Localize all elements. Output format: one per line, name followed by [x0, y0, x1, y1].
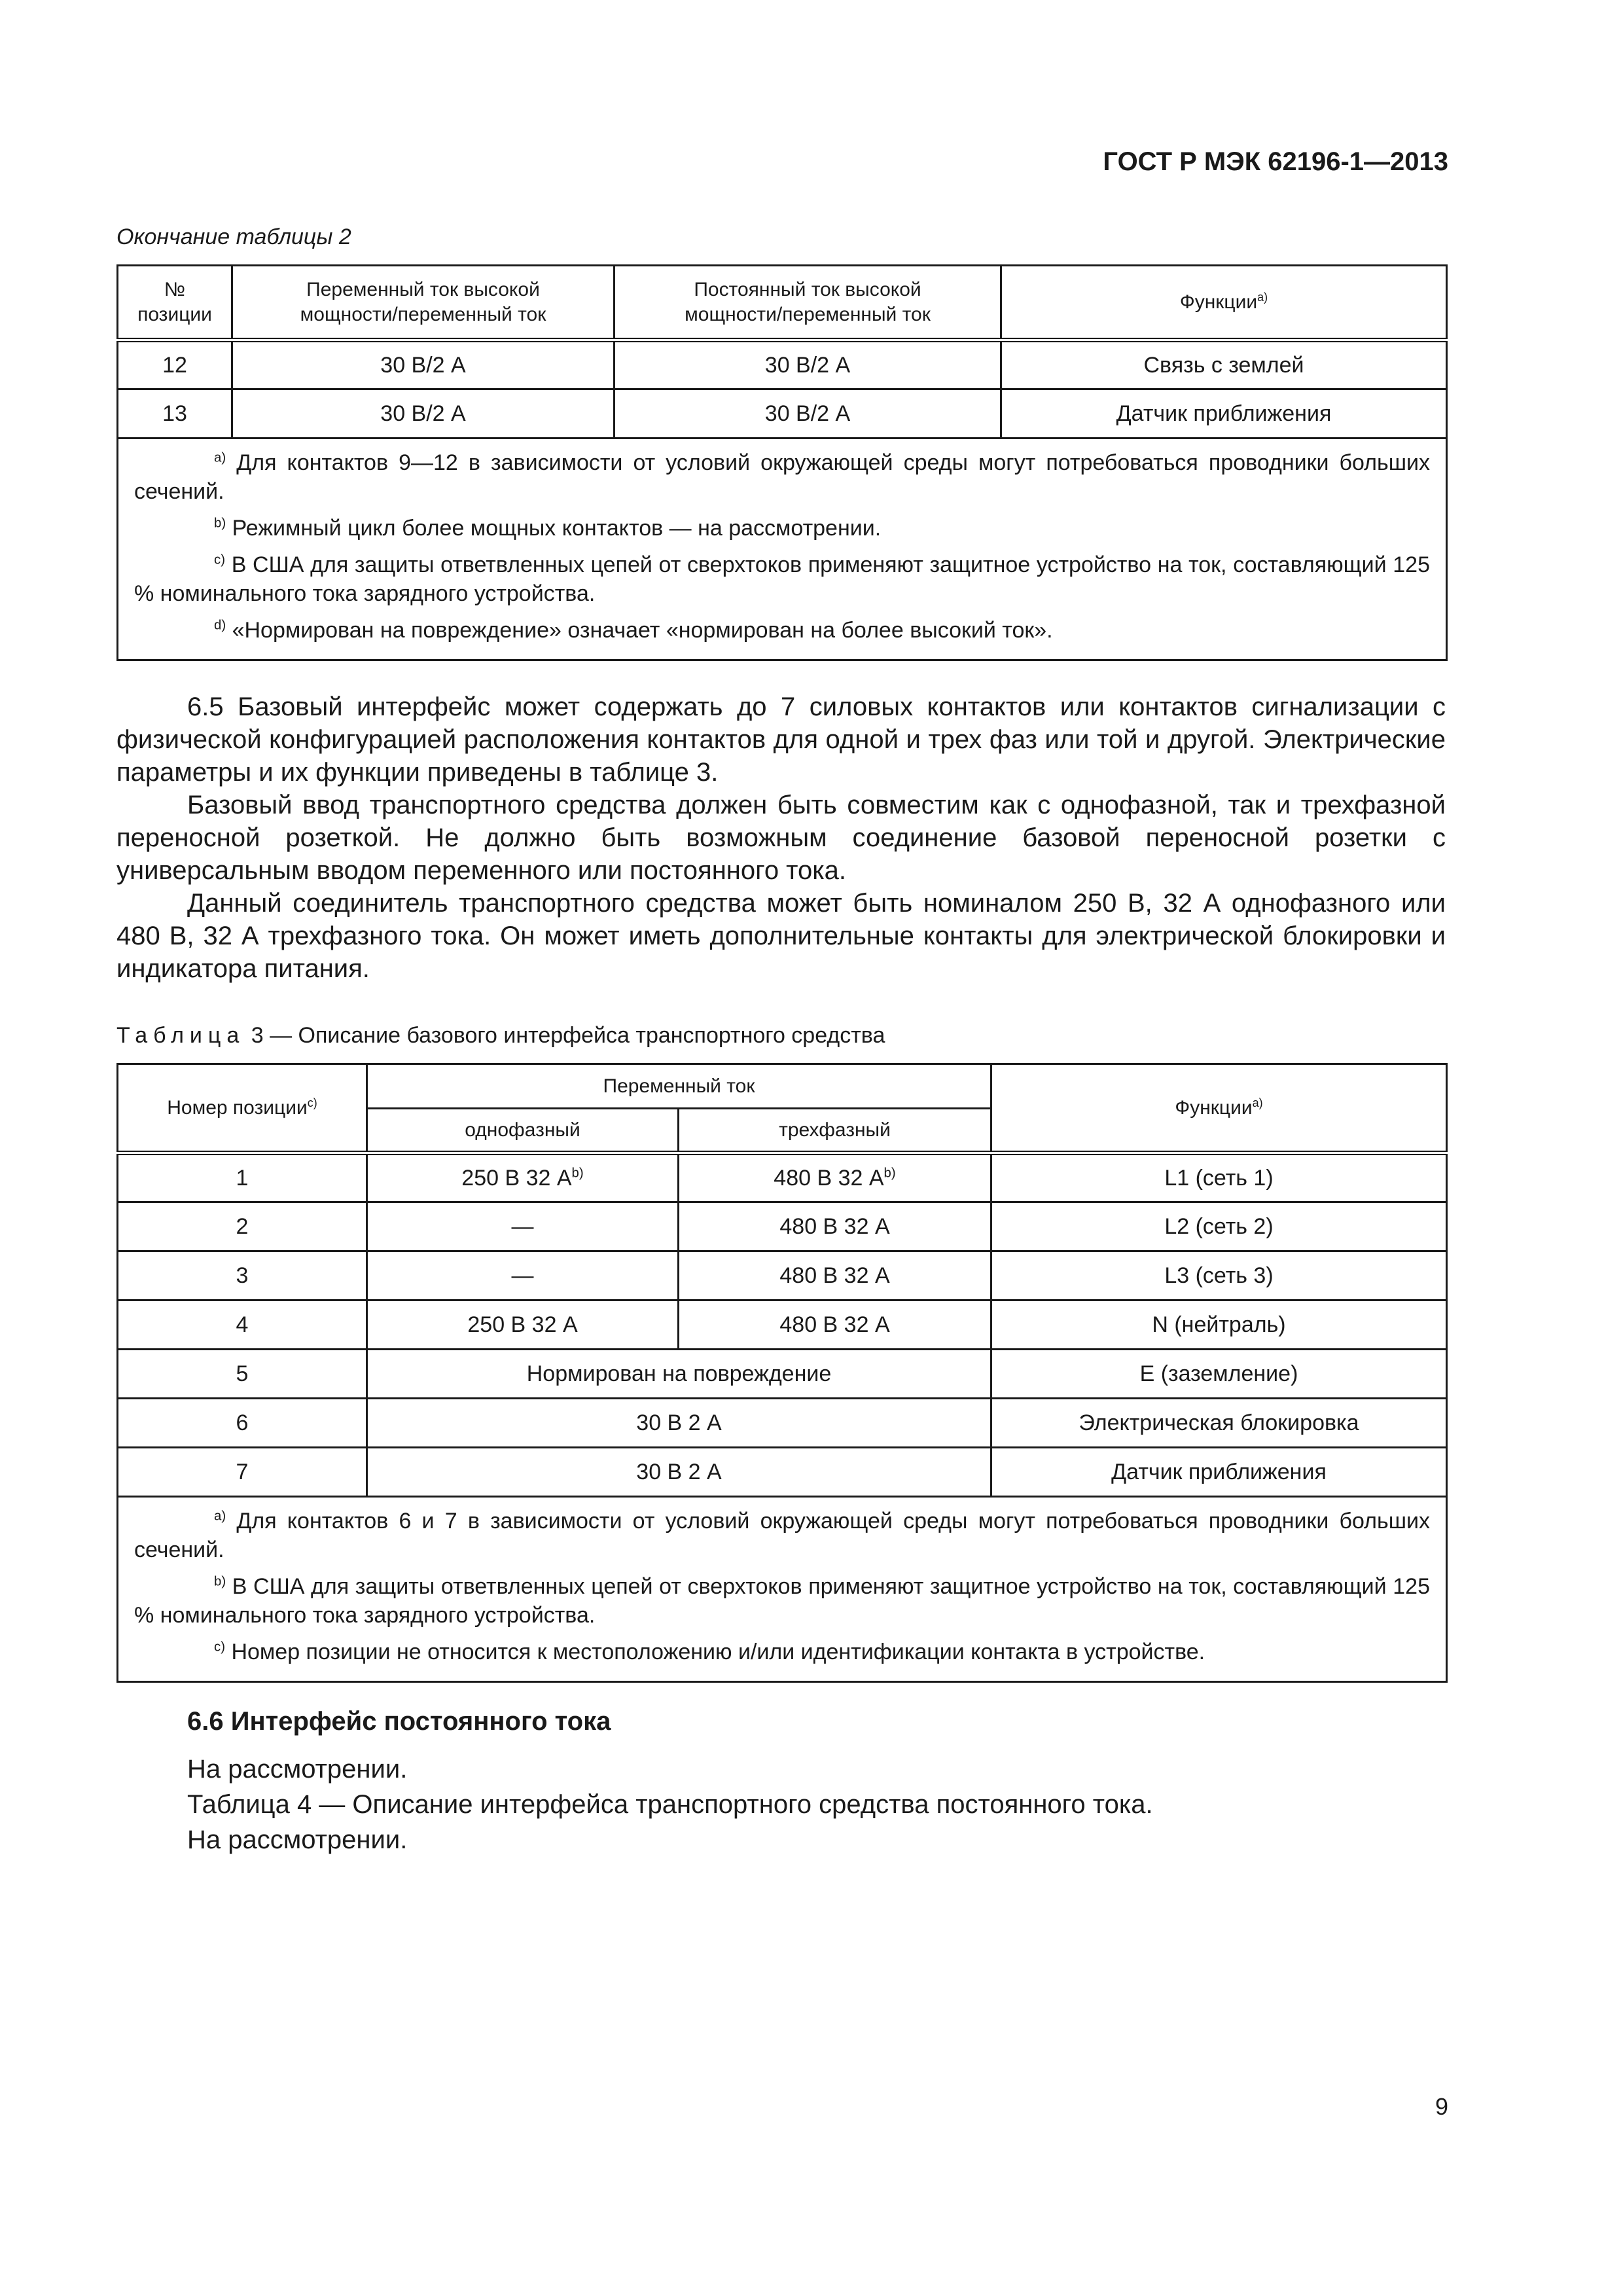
- table-row: [118, 1153, 1447, 1202]
- paragraph: 6.5 Базовый интерфейс может содержать до 7 силовых контактов или контактов сигнализации с физической конфигурацией расположения контактов для одной и трех фаз или той и другой. Электрические параметры и их функции приведены в таблице 3.: [116, 692, 1446, 787]
- table3-cell: 5: [118, 1350, 367, 1399]
- footnote: $^{b)}$ Режимный цикл более мощных контактов — на рассмотрении.: [214, 516, 882, 541]
- table2-cell: 30 В/2 А: [615, 340, 1001, 389]
- table3-cell: 480 В 32 А: [679, 1251, 991, 1300]
- table3-header-position: Номер позиции$^{c)}$: [118, 1064, 367, 1153]
- paragraph: Данный соединитель транспортного средства может быть номиналом 250 В, 32 А однофазного или 480 В, 32 А трехфазного тока. Он может иметь дополнительные контакты для электрической блокировки и индикатора питания.: [116, 889, 1446, 983]
- paragraph: На рассмотрении.: [187, 1755, 408, 1784]
- footnote: $^{a)}$ Для контактов 6 и 7 в зависимости от условий окружающей среды могут потребоваться проводники больших сечений.: [134, 1509, 1430, 1562]
- table3-cell: 480 В 32 $А^{b)}$: [679, 1153, 991, 1202]
- table3-cell: 250 В 32 А: [367, 1300, 679, 1350]
- table3-cell: Е (заземление): [991, 1350, 1447, 1399]
- table3-cell: 2: [118, 1202, 367, 1251]
- table3-cell: 4: [118, 1300, 367, 1350]
- table-3: [116, 1063, 1448, 1683]
- table-row: [118, 1251, 1447, 1300]
- table2-cell: 30 В/2 А: [232, 389, 615, 439]
- table2-cell: 30 В/2 А: [232, 340, 615, 389]
- table-row: [118, 1448, 1447, 1497]
- table3-cell: 7: [118, 1448, 367, 1497]
- table2-cell: 12: [118, 340, 232, 389]
- footnote: $^{a)}$ Для контактов 9—12 в зависимости от условий окружающей среды могут потребоваться проводники больших сечений.: [134, 450, 1430, 504]
- table-row: [118, 1202, 1447, 1251]
- table-row: [118, 1300, 1447, 1350]
- table3-cell: 480 В 32 А: [679, 1202, 991, 1251]
- paragraph: Базовый ввод транспортного средства должен быть совместим как с однофазной, так и трехфазной переносной розеткой. Не должно быть возможным соединение базовой переносной розетки с универсальным вводом переменного или постоянного тока.: [116, 791, 1446, 885]
- table3-cell: 1: [118, 1153, 367, 1202]
- table2-header-position: № позиции: [118, 266, 232, 340]
- table3-cell: 480 В 32 А: [679, 1300, 991, 1350]
- table2-cell: 13: [118, 389, 232, 439]
- table3-cell: L1 (сеть 1): [991, 1153, 1447, 1202]
- table3-header-functions: Функции$^{a)}$: [991, 1064, 1447, 1153]
- table3-cell: N (нейтраль): [991, 1300, 1447, 1350]
- paragraph: Таблица 4 — Описание интерфейса транспортного средства постоянного тока.: [187, 1790, 1153, 1819]
- table3-cell: 3: [118, 1251, 367, 1300]
- table3-footnotes: [118, 1497, 1447, 1682]
- table3-header-ac: Переменный ток: [367, 1064, 991, 1109]
- table3-caption: Таблица 3 — Описание базового интерфейса транспортного средства: [116, 1023, 885, 1048]
- footnote: $^{d)}$ «Нормирован на повреждение» означает «нормирован на более высокий ток».: [214, 618, 1053, 643]
- table2-header-ac-power: Переменный ток высокой мощности/переменный ток: [232, 266, 615, 340]
- table3-header-single-phase: однофазный: [367, 1109, 679, 1153]
- section-6-6-title: 6.6 Интерфейс постоянного тока: [187, 1707, 611, 1736]
- document-id: ГОСТ Р МЭК 62196-1—2013: [1103, 147, 1448, 176]
- table3-cell: 30 В 2 А: [367, 1399, 991, 1448]
- table-row: [118, 1350, 1447, 1399]
- table3-cell: 6: [118, 1399, 367, 1448]
- table2-cell: Связь с землей: [1001, 340, 1447, 389]
- table3-cell: 250 В 32 $А^{b)}$: [367, 1153, 679, 1202]
- table-row: [118, 389, 1447, 439]
- table3-cell: —: [367, 1202, 679, 1251]
- table3-cell: L3 (сеть 3): [991, 1251, 1447, 1300]
- table3-cell: 30 В 2 А: [367, 1448, 991, 1497]
- table-row: [118, 340, 1447, 389]
- table2-header-functions: Функции$^{a)}$: [1001, 266, 1447, 340]
- table2-cell: Датчик приближения: [1001, 389, 1447, 439]
- footnote: $^{b)}$ В США для защиты ответвленных цепей от сверхтоков применяют защитное устройство на ток, составляющий 125 % номинального тока зарядного устройства.: [134, 1574, 1430, 1628]
- table2-continuation-label: Окончание таблицы 2: [116, 224, 351, 249]
- table3-cell: Электрическая блокировка: [991, 1399, 1447, 1448]
- table-row: [118, 1399, 1447, 1448]
- table3-cell: Нормирован на повреждение: [367, 1350, 991, 1399]
- section-6-5: [116, 691, 1446, 985]
- table3-header-three-phase: трехфазный: [679, 1109, 991, 1153]
- table2-footnotes: [118, 439, 1447, 660]
- table2-cell: 30 В/2 А: [615, 389, 1001, 439]
- table-2: [116, 264, 1448, 661]
- table3-cell: —: [367, 1251, 679, 1300]
- page-number: 9: [1435, 2093, 1448, 2120]
- section-6-6-body: [187, 1751, 1153, 1857]
- paragraph: На рассмотрении.: [187, 1825, 408, 1854]
- footnote: $^{c)}$ В США для защиты ответвленных цепей от сверхтоков применяют защитное устройство на ток, составляющий 125 % номинального тока зарядного устройства.: [134, 552, 1430, 606]
- table2-header-dc-power: Постоянный ток высокой мощности/переменный ток: [615, 266, 1001, 340]
- table3-cell: L2 (сеть 2): [991, 1202, 1447, 1251]
- footnote: $^{c)}$ Номер позиции не относится к местоположению и/или идентификации контакта в устройстве.: [214, 1640, 1205, 1664]
- table3-cell: Датчик приближения: [991, 1448, 1447, 1497]
